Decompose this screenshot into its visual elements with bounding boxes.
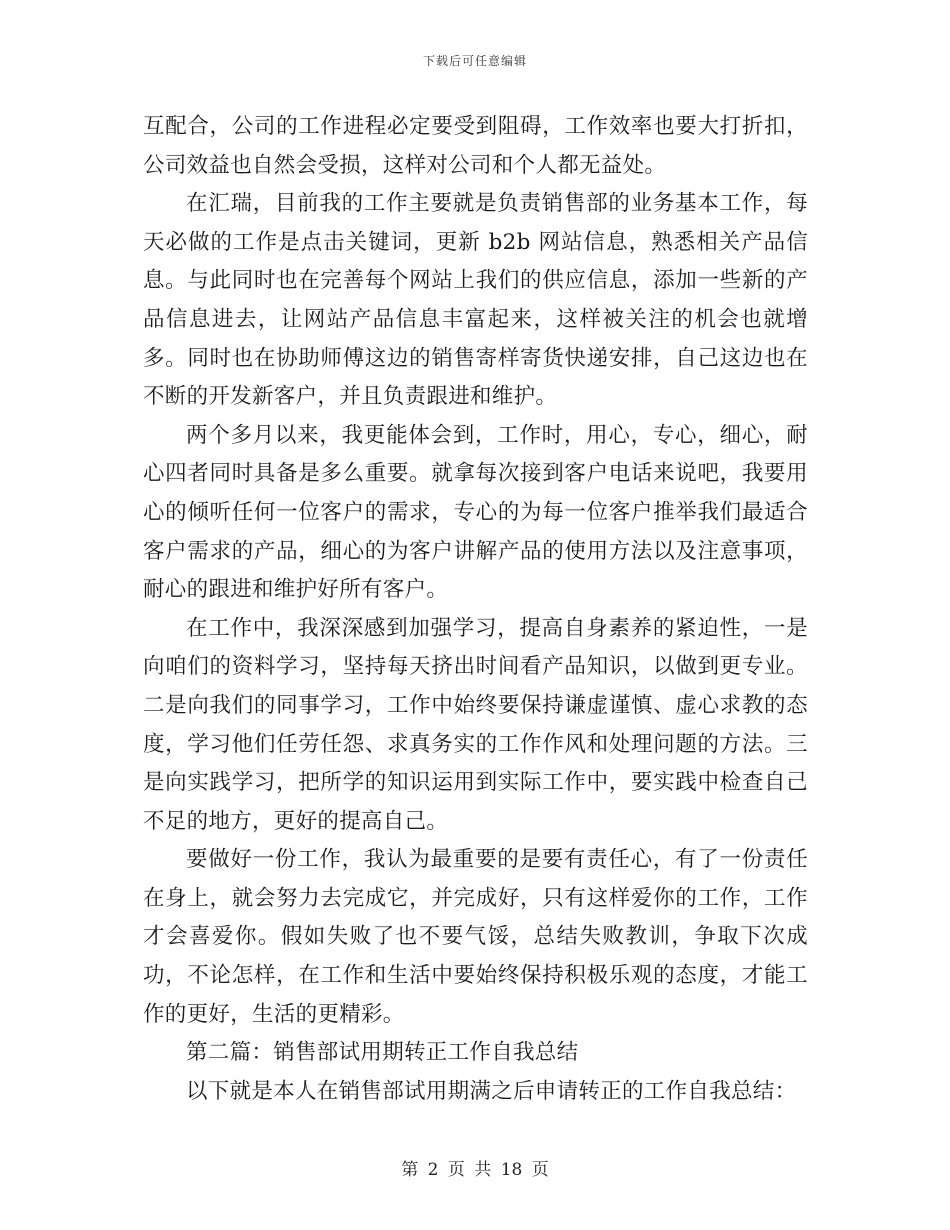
paragraph-4: 在工作中，我深深感到加强学习，提高自身素养的紧迫性，一是向咱们的资料学习，坚持每天挤出时间看产品知识，以做到更专业。二是向我们的同事学习，工作中始终要保持谦虚谨慎、虚心求教的态度，学习他们任劳任怨、求真务实的工作作风和处理问题的方法。三是向实践学习，把所学的知识运用到实际工作中，要实践中检查自己不足的地方，更好的提高自己。	[143, 615, 808, 834]
document-body	[143, 108, 808, 1111]
page-header: 下载后可任意编辑	[422, 54, 527, 68]
paragraph-7: 以下就是本人在销售部试用期满之后申请转正的工作自我总结：	[186, 1078, 797, 1104]
page-number: 第 2 页 共 18 页	[401, 1160, 549, 1180]
paragraph-5: 要做好一份工作，我认为最重要的是要有责任心，有了一份责任在身上，就会努力去完成它，并完成好，只有这样爱你的工作，工作才会喜爱你。假如失败了也不要气馁，总结失败教训，争取下次成功，不论怎样，在工作和生活中要始终保持积极乐观的态度，才能工作的更好，生活的更精彩。	[143, 847, 808, 1027]
paragraph-1: 互配合，公司的工作进程必定要受到阻碍，工作效率也要大打折扣，公司效益也自然会受损，这样对公司和个人都无益处。	[143, 114, 808, 178]
paragraph-2: 在汇瑞，目前我的工作主要就是负责销售部的业务基本工作，每天必做的工作是点击关键词，更新 b2b 网站信息，熟悉相关产品信息。与此同时也在完善每个网站上我们的供应信息，添加一些新的产品信息进去，让网站产品信息丰富起来，这样被关注的机会也就增多。同时也在协助师傅这边的销售寄样寄货快递安排，自己这边也在不断的开发新客户，并且负责跟进和维护。	[143, 191, 808, 410]
section-heading: 第二篇：销售部试用期转正工作自我总结	[186, 1040, 579, 1066]
paragraph-3: 两个多月以来，我更能体会到，工作时，用心，专心，细心，耐心四者同时具备是多么重要。就拿每次接到客户电话来说吧，我要用心的倾听任何一位客户的需求，专心的为每一位客户推举我们最适合客户需求的产品，细心的为客户讲解产品的使用方法以及注意事项，耐心的跟进和维护好所有客户。	[143, 422, 808, 603]
